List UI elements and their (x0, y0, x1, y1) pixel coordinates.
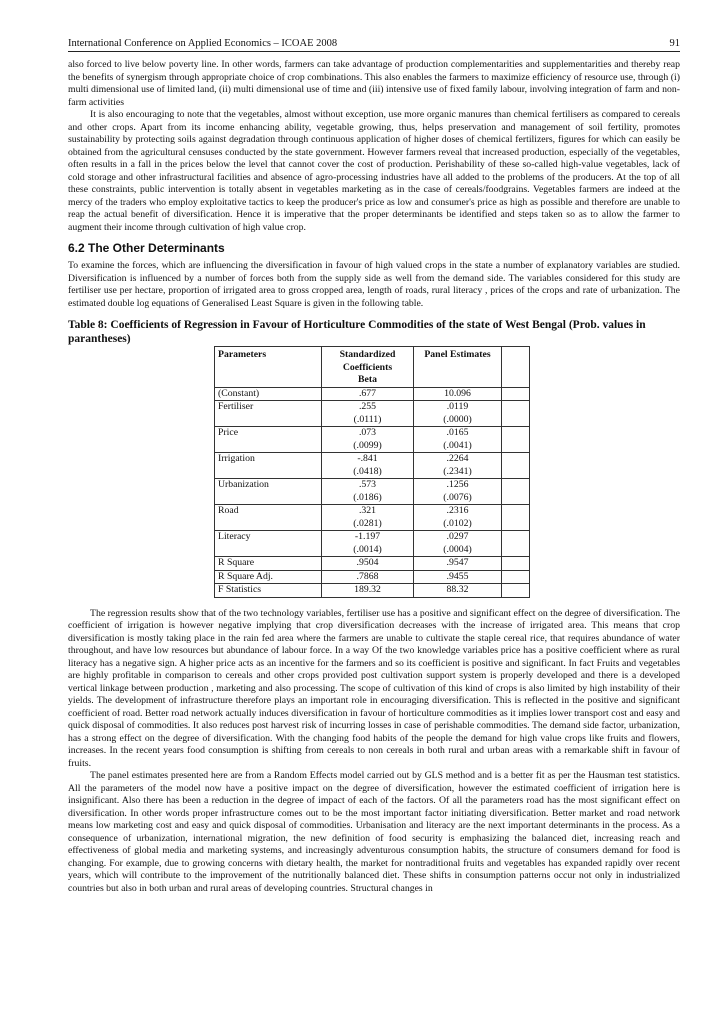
param-cell (215, 505, 322, 531)
regression-table (214, 346, 530, 598)
table-row (215, 531, 530, 557)
beta-prob-value: (.0186) (353, 491, 382, 503)
beta-cell (322, 479, 414, 505)
panel-value: .9547 (446, 557, 469, 568)
table-header-row (215, 347, 530, 388)
table-row (215, 557, 530, 571)
param-label: Fertiliser (218, 401, 254, 412)
beta-cell (322, 584, 414, 598)
beta-prob-value: (.0418) (353, 465, 382, 477)
param-cell (215, 387, 322, 401)
table-body (215, 387, 530, 597)
empty-cell (502, 479, 530, 505)
param-cell (215, 584, 322, 598)
section-heading: 6.2 The Other Determinants (68, 241, 225, 255)
panel-cell (414, 479, 502, 505)
beta-cell (322, 570, 414, 584)
beta-value: .573 (358, 479, 377, 490)
panel-prob-value: (.2341) (443, 465, 472, 477)
beta-value: .9504 (356, 557, 379, 568)
empty-cell (502, 387, 530, 401)
beta-value: .677 (358, 387, 377, 399)
empty-cell (502, 401, 530, 427)
paragraph-regression-results: The regression results show that of the two technology variables, fertiliser use has a positive and significant effect on the degree of diversification. The coefficient of irrigation is however negative implying that crop diversification decreases with the increase of irrigated area. This means that crop diversification is mostly taking place in the rain fed area where the farmers are unable to cultivate the staple cereal rice, that requires abundance of water throughout, and have low resources but abundance of labour force. In a way Of the two knowledge variables price has a positive coefficient where as rural literacy has a negative sign. A higher price acts as an incentive for the farmers and so its coefficient is positive and significant. In fact Fruits and vegetables are highly profitable in comparison to cereals and other crops provided post cultivation support system is properly developed and there is a developed vertical linkage between production , marketing and also processing. The scope of cultivation of this kind of crops is also limited by high instability of their yields. The development of infrastructure therefore plays an important role in encouraging diversification. This is reflected in the positive and significant coefficient of road. Better road network actually induces diversification in favour of horticulture commodities as it implies lower transport cost and easy and quick disposal of commodities. It also reduces post harvest risk of incurring losses in case of perishable commodities. The demand side factor, urbanization, has a strong effect on the degree of diversification. With the changing food habits of the people the demand for high value crops like fruits and flowers, increases. In the recent years food consumption is shifting from cereals to non cereals in both rural and urban areas with a remarkable shift in favour of fruits. (68, 607, 680, 769)
header-parameters: Parameters (215, 347, 322, 388)
empty-cell (502, 427, 530, 453)
header-panel-estimates: Panel Estimates (414, 347, 502, 388)
beta-prob-value: (.0099) (353, 439, 382, 451)
param-label: Urbanization (218, 479, 269, 490)
panel-prob-value: (.0000) (443, 413, 472, 425)
param-cell (215, 479, 322, 505)
panel-cell (414, 453, 502, 479)
table-row (215, 387, 530, 401)
panel-value: .0119 (446, 401, 469, 412)
header-std-line3: Beta (358, 374, 377, 385)
param-label: R Square (218, 557, 255, 568)
paragraph-continued: also forced to live below poverty line. In other words, farmers can take advantage of production complementarities and supplementarities and thereby reap the benefits of synergism through appropriate choice of crop combinations. This also enables the farmers to maximize efficiency of resource use, through (i) multi dimensional use of limited land, (ii) multi dimensional use of time and (iii) intensive use of fixed family labour, involving integration of farm and non-farm activities (68, 59, 680, 108)
paper-page (68, 38, 680, 895)
beta-prob-value: (.0111) (353, 413, 382, 425)
panel-value: 88.32 (446, 584, 469, 595)
param-label: Irrigation (218, 453, 255, 464)
table-row (215, 584, 530, 598)
table-row (215, 427, 530, 453)
beta-prob-value: (.0281) (353, 517, 382, 529)
param-label: R Square Adj. (218, 570, 273, 582)
header-std-line1: Standardized (339, 349, 396, 360)
header-empty-cell (502, 347, 530, 388)
panel-cell (414, 557, 502, 571)
beta-cell (322, 401, 414, 427)
panel-value: .2316 (446, 505, 469, 516)
table-row (215, 570, 530, 584)
empty-cell (502, 505, 530, 531)
empty-cell (502, 584, 530, 598)
param-cell (215, 427, 322, 453)
page-number: 91 (669, 38, 680, 49)
beta-cell (322, 531, 414, 557)
beta-value: .255 (358, 401, 377, 412)
beta-cell (322, 557, 414, 571)
panel-value: 10.096 (444, 387, 471, 399)
section-intro-paragraph: To examine the forces, which are influencing the diversification in favour of high valued crops in the state a number of explanatory variables are studied. Diversification is influenced by a number of forces both from the supply side as well from the demand side. The variables considered for this study are fertiliser use per hectare, proportion of irrigated area to gross cropped area, length of roads, rural literacy , prices of the crops and rate of urbanization. The estimated double log equations of Generalised Least Square is given in the following table. (68, 260, 680, 309)
table-caption: Table 8: Coefficients of Regression in Favour of Horticulture Commodities of the state of West Bengal (Prob. values in parantheses) (68, 319, 646, 345)
panel-cell (414, 584, 502, 598)
panel-prob-value: (.0102) (443, 517, 472, 529)
empty-cell (502, 453, 530, 479)
param-label: Road (218, 505, 239, 516)
header-standardized-beta (322, 347, 414, 388)
beta-value: .321 (358, 505, 377, 516)
panel-cell (414, 427, 502, 453)
panel-cell (414, 531, 502, 557)
empty-cell (502, 570, 530, 584)
panel-value: .0165 (446, 427, 469, 438)
beta-cell (322, 453, 414, 479)
panel-value: .2264 (446, 453, 469, 464)
beta-value: -1.197 (354, 531, 381, 542)
panel-value: .0297 (446, 531, 469, 542)
panel-cell (414, 387, 502, 401)
param-cell (215, 453, 322, 479)
table-row (215, 505, 530, 531)
panel-cell (414, 401, 502, 427)
param-cell (215, 531, 322, 557)
panel-prob-value: (.0076) (443, 491, 472, 503)
paragraph-panel-estimates: The panel estimates presented here are from a Random Effects model carried out by GLS method and is a better fit as per the Hausman test statistics. All the parameters of the model now have a positive impact on the degree of diversification, however the estimated coefficient of irrigation here is insignificant. Also there has been a reduction in the degree of impact of each of the factors. Of all the parameters road has the most significant effect on diversification. In other words proper infrastructure comes out to be the most important factor initiating diversification. Better market and road network means low marketing cost and easy and quick disposal of commodities. Urbanisation and literacy are the next important determinants in the process. As a consequence of urbanization, international migration, the new definition of food security is emphasizing the balanced diet, increasing reach and effectiveness of global media and marketing systems, and increasingly adventurous consumption habits, the structure of consumers demand for food is changing. For example, due to growing concerns with dietary health, the market for nontraditional fruits and vegetables has expanded rapidly over recent years, which will contribute to the improvement of the nutritionally balanced diet. These shifts in consumption patterns occur not only in industrialized countries but also in both urban and rural areas of developing countries. Structural changes in (68, 770, 680, 894)
param-label: F Statistics (218, 584, 262, 595)
beta-value: 189.32 (354, 584, 381, 595)
table-row (215, 479, 530, 505)
beta-prob-value: (.0014) (353, 543, 382, 555)
beta-value: .7868 (356, 570, 379, 582)
running-header (68, 38, 680, 52)
beta-value: -.841 (357, 453, 378, 464)
beta-cell (322, 427, 414, 453)
panel-value: .1256 (446, 479, 469, 490)
param-cell (215, 557, 322, 571)
panel-cell (414, 570, 502, 584)
panel-cell (414, 505, 502, 531)
beta-value: .073 (358, 427, 377, 438)
header-std-line2: Coefficients (342, 361, 393, 373)
paragraph-vegetables: It is also encouraging to note that the vegetables, almost without exception, use more organic manures than chemical fertilisers as compared to cereals and other crops. Apart from its income enhancing ability, vegetable growing, thus, helps preservation and management of soil fertility, promotes sustainability by protecting soils against degradation through continuous application of higher doses of chemical fertilizers, figures for which can easily be obtained from the agricultural censuses conducted by the state government. However farmers reveal that increased production, especially of the vegetables, often results in a fall in the prices below the level that cannot cover the cost of production. Perishability of these so-called high-value vegetables, lack of cold storage and other infrastructural facilities and absence of agro-processing industries have all added to the problems of the producers. At the top of all these constraints, public intervention is totally absent in vegetables marketing as in the case of cereals/foodgrains. Vegetables farmers are indeed at the mercy of the traders who employ exploitative tactics to keep the producer's price as low and consumer's price as high as possible and therefore are unable to reap the actual benefit of diversification. Hence it is imperative that the proper determinants be identified and steps taken so as to allow the farmer to augment their income through cultivation of high value crop. (68, 109, 680, 233)
beta-cell (322, 387, 414, 401)
conference-title: International Conference on Applied Economics – ICOAE 2008 (68, 38, 338, 49)
empty-cell (502, 557, 530, 571)
table-row (215, 401, 530, 427)
beta-cell (322, 505, 414, 531)
panel-prob-value: (.0041) (443, 439, 472, 451)
param-label: Price (218, 427, 239, 438)
param-cell (215, 401, 322, 427)
param-label: Literacy (218, 531, 251, 542)
table-row (215, 453, 530, 479)
panel-value: .9455 (446, 570, 469, 582)
panel-prob-value: (.0004) (443, 543, 472, 555)
param-label: (Constant) (218, 387, 260, 399)
empty-cell (502, 531, 530, 557)
param-cell (215, 570, 322, 584)
